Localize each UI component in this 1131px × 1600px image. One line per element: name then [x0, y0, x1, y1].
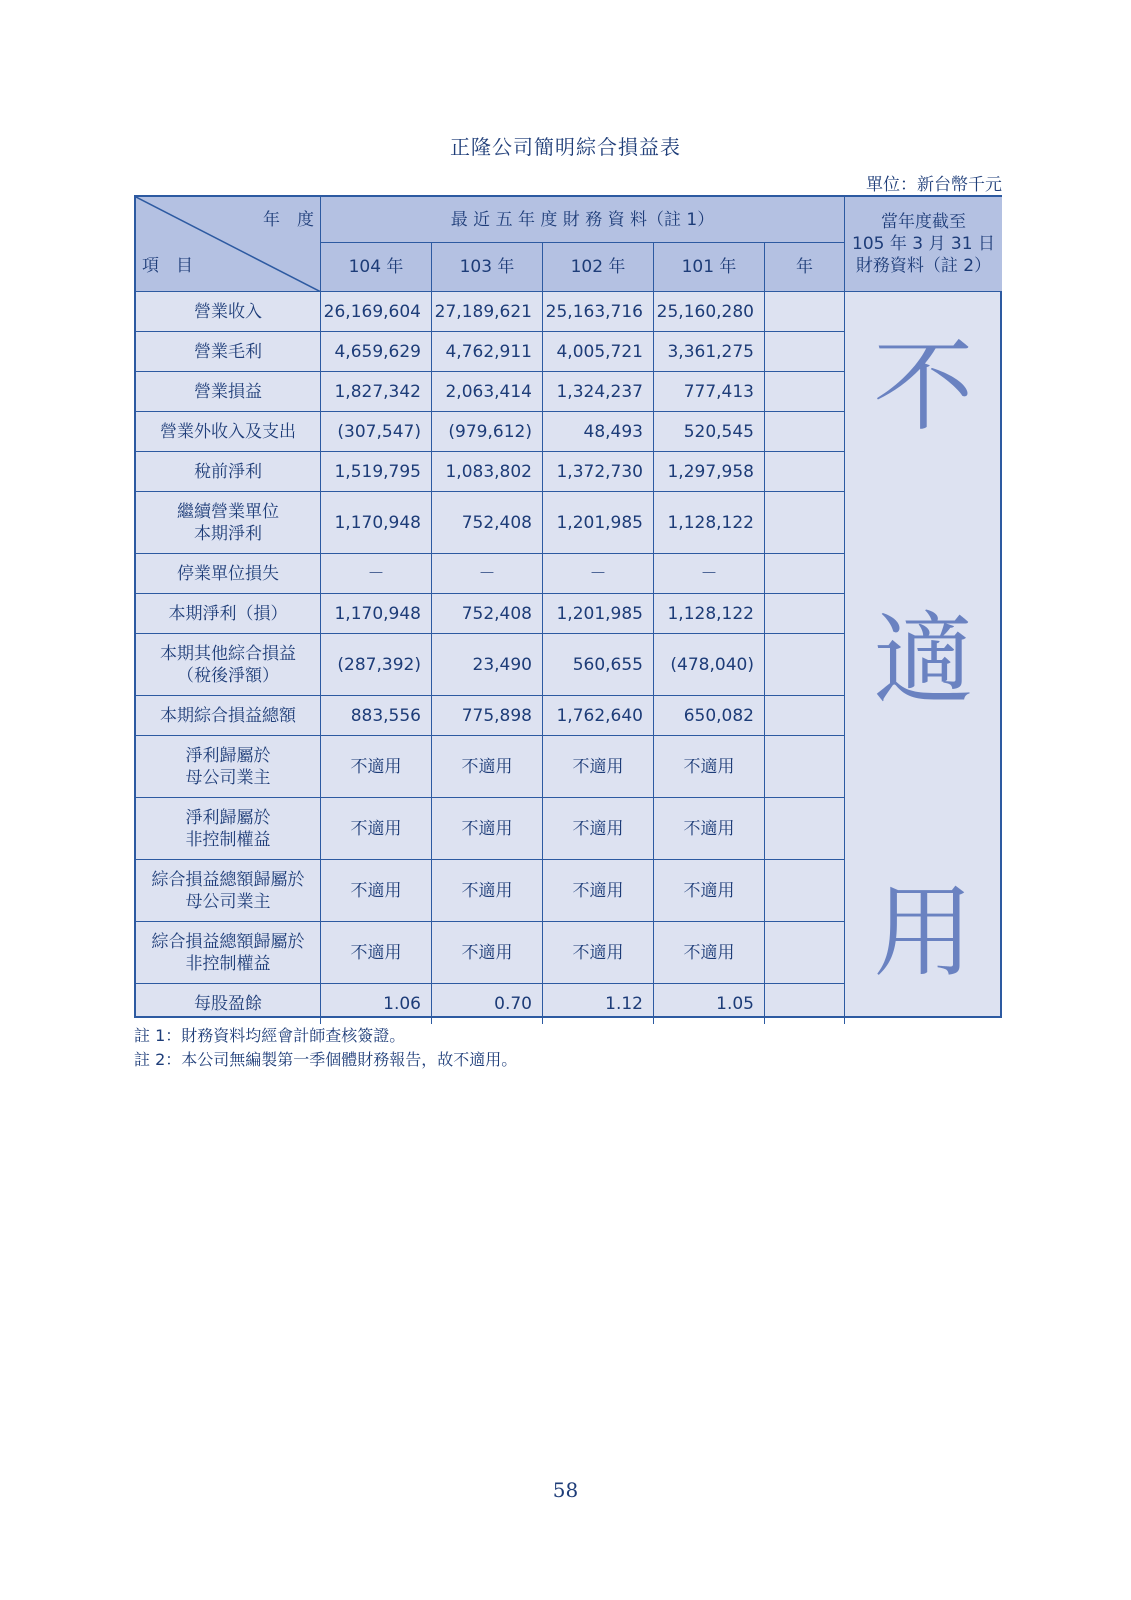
value-cell: 不適用 — [321, 736, 432, 798]
value-cell: 883,556 — [321, 696, 432, 736]
value-cell: 48,493 — [543, 412, 654, 452]
value-cell — [765, 860, 845, 922]
value-cell — [765, 412, 845, 452]
value-cell: 752,408 — [432, 594, 543, 634]
value-cell: 不適用 — [543, 922, 654, 984]
not-applicable-char: 適 — [873, 601, 974, 718]
value-cell: 25,163,716 — [543, 292, 654, 332]
page-number: 58 — [552, 1478, 579, 1502]
value-cell: 不適用 — [321, 860, 432, 922]
row-label: 本期綜合損益總額 — [136, 696, 321, 736]
value-cell: 775,898 — [432, 696, 543, 736]
value-cell: 26,169,604 — [321, 292, 432, 332]
year-header: 104 年 — [321, 243, 432, 292]
value-cell: 3,361,275 — [654, 332, 765, 372]
value-cell: 不適用 — [654, 860, 765, 922]
value-cell: 不適用 — [432, 736, 543, 798]
row-label: 綜合損益總額歸屬於 母公司業主 — [136, 860, 321, 922]
value-cell: 1,128,122 — [654, 492, 765, 554]
row-label: 停業單位損失 — [136, 554, 321, 594]
value-cell — [765, 554, 845, 594]
value-cell: 1,827,342 — [321, 372, 432, 412]
value-cell — [765, 696, 845, 736]
value-cell — [765, 736, 845, 798]
value-cell — [765, 292, 845, 332]
value-cell: 1,297,958 — [654, 452, 765, 492]
value-cell: 不適用 — [432, 798, 543, 860]
page-title: 正隆公司簡明綜合損益表 — [450, 135, 681, 159]
value-cell: 1,762,640 — [543, 696, 654, 736]
value-cell — [765, 594, 845, 634]
value-cell: 560,655 — [543, 634, 654, 696]
value-cell — [765, 798, 845, 860]
value-cell: 不適用 — [654, 922, 765, 984]
row-label: 營業毛利 — [136, 332, 321, 372]
value-cell: 不適用 — [321, 922, 432, 984]
year-header: 103 年 — [432, 243, 543, 292]
value-cell: － — [543, 554, 654, 594]
row-label: 稅前淨利 — [136, 452, 321, 492]
row-label: 營業損益 — [136, 372, 321, 412]
row-label: 淨利歸屬於 母公司業主 — [136, 736, 321, 798]
value-cell: 520,545 — [654, 412, 765, 452]
value-cell: 0.70 — [432, 984, 543, 1024]
value-cell — [765, 984, 845, 1024]
not-applicable-text — [845, 292, 1002, 1018]
value-cell: 27,189,621 — [432, 292, 543, 332]
row-label: 本期淨利（損） — [136, 594, 321, 634]
row-label: 綜合損益總額歸屬於 非控制權益 — [136, 922, 321, 984]
value-cell: 777,413 — [654, 372, 765, 412]
row-label: 本期其他綜合損益 （稅後淨額） — [136, 634, 321, 696]
row-label: 每股盈餘 — [136, 984, 321, 1024]
value-cell: 650,082 — [654, 696, 765, 736]
row-label: 繼續營業單位 本期淨利 — [136, 492, 321, 554]
value-cell: (478,040) — [654, 634, 765, 696]
item-label: 項 目 — [142, 256, 193, 276]
value-cell: 不適用 — [321, 798, 432, 860]
value-cell: － — [654, 554, 765, 594]
value-cell: (979,612) — [432, 412, 543, 452]
five-year-header: 最 近 五 年 度 財 務 資 料（註 1） — [321, 197, 845, 243]
value-cell: － — [321, 554, 432, 594]
value-cell — [765, 452, 845, 492]
row-label: 淨利歸屬於 非控制權益 — [136, 798, 321, 860]
value-cell: 1.06 — [321, 984, 432, 1024]
value-cell: 不適用 — [543, 860, 654, 922]
footnote: 註 2：本公司無編製第一季個體財務報告，故不適用。 — [134, 1050, 518, 1069]
income-statement-table — [134, 195, 1002, 1018]
value-cell: 1,170,948 — [321, 594, 432, 634]
value-cell: 752,408 — [432, 492, 543, 554]
value-cell: 1,519,795 — [321, 452, 432, 492]
value-cell: 1,128,122 — [654, 594, 765, 634]
value-cell: 1,083,802 — [432, 452, 543, 492]
value-cell — [765, 332, 845, 372]
value-cell: 4,659,629 — [321, 332, 432, 372]
footnotes — [134, 1024, 517, 1072]
value-cell: 不適用 — [654, 736, 765, 798]
value-cell: 1,324,237 — [543, 372, 654, 412]
value-cell: 1,372,730 — [543, 452, 654, 492]
not-applicable-char: 用 — [873, 874, 974, 991]
current-period-header: 當年度截至 105 年 3 月 31 日 財務資料（註 2） — [845, 197, 1002, 292]
value-cell — [765, 492, 845, 554]
value-cell — [765, 922, 845, 984]
year-label: 年 度 — [263, 210, 314, 230]
value-cell: (307,547) — [321, 412, 432, 452]
value-cell: 不適用 — [543, 736, 654, 798]
value-cell: 4,005,721 — [543, 332, 654, 372]
value-cell: 不適用 — [543, 798, 654, 860]
corner-header — [136, 197, 321, 292]
value-cell: 23,490 — [432, 634, 543, 696]
year-header: 102 年 — [543, 243, 654, 292]
year-header: 年 — [765, 243, 845, 292]
value-cell: (287,392) — [321, 634, 432, 696]
value-cell: 不適用 — [432, 860, 543, 922]
value-cell: 1.05 — [654, 984, 765, 1024]
year-header: 101 年 — [654, 243, 765, 292]
row-label: 營業收入 — [136, 292, 321, 332]
value-cell: 4,762,911 — [432, 332, 543, 372]
value-cell: 不適用 — [432, 922, 543, 984]
unit-label: 單位：新台幣千元 — [866, 175, 1002, 195]
value-cell: 1,170,948 — [321, 492, 432, 554]
value-cell: 2,063,414 — [432, 372, 543, 412]
row-label: 營業外收入及支出 — [136, 412, 321, 452]
value-cell — [765, 372, 845, 412]
not-applicable-char: 不 — [873, 328, 974, 445]
footnote: 註 1：財務資料均經會計師查核簽證。 — [134, 1026, 406, 1045]
value-cell: 1,201,985 — [543, 594, 654, 634]
value-cell — [765, 634, 845, 696]
value-cell: － — [432, 554, 543, 594]
value-cell: 不適用 — [654, 798, 765, 860]
value-cell: 25,160,280 — [654, 292, 765, 332]
value-cell: 1,201,985 — [543, 492, 654, 554]
value-cell: 1.12 — [543, 984, 654, 1024]
